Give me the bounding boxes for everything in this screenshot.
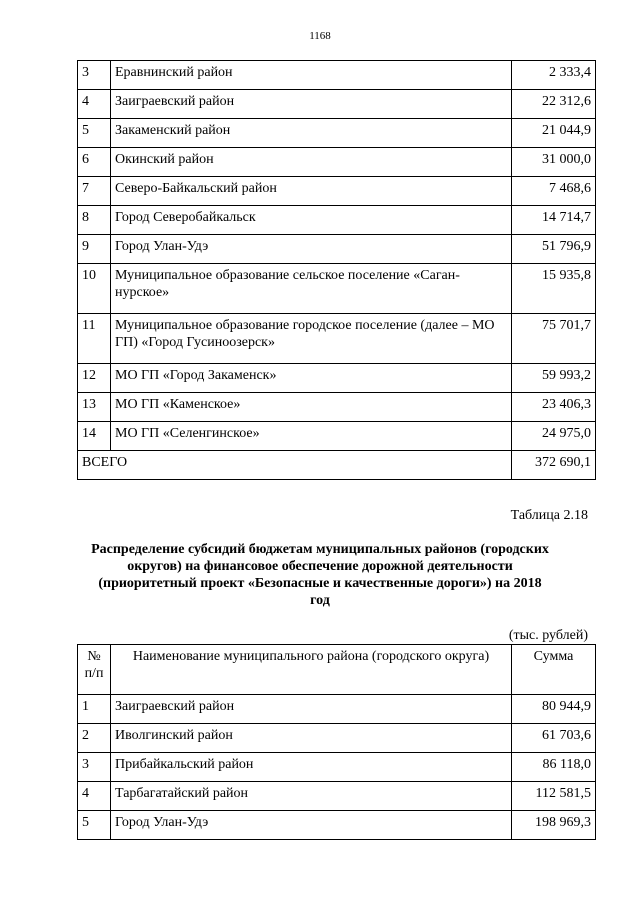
table-row bbox=[78, 393, 596, 422]
row-sum: 21 044,9 bbox=[512, 119, 596, 148]
row-name: Заиграевский район bbox=[111, 90, 512, 119]
table-row bbox=[78, 119, 596, 148]
row-name: Тарбагатайский район bbox=[111, 782, 512, 811]
row-sum: 198 969,3 bbox=[512, 811, 596, 840]
row-sum: 61 703,6 bbox=[512, 724, 596, 753]
row-name: Еравнинский район bbox=[111, 61, 512, 90]
table-header-row bbox=[78, 645, 596, 695]
total-sum: 372 690,1 bbox=[512, 451, 596, 480]
row-sum: 51 796,9 bbox=[512, 235, 596, 264]
table-row bbox=[78, 782, 596, 811]
table-row bbox=[78, 695, 596, 724]
row-sum: 75 701,7 bbox=[512, 314, 596, 364]
page-number: 1168 bbox=[309, 30, 331, 42]
row-name: Прибайкальский район bbox=[111, 753, 512, 782]
total-label: ВСЕГО bbox=[78, 451, 512, 480]
row-number: 5 bbox=[78, 811, 111, 840]
row-number: 8 bbox=[78, 206, 111, 235]
row-number: 14 bbox=[78, 422, 111, 451]
row-sum: 15 935,8 bbox=[512, 264, 596, 314]
total-row bbox=[78, 451, 596, 480]
row-name: Муниципальное образование городское поселение (далее – МО ГП) «Город Гусиноозерск» bbox=[111, 314, 512, 364]
row-number: 5 bbox=[78, 119, 111, 148]
header-sum: Сумма bbox=[512, 645, 596, 695]
table-row bbox=[78, 148, 596, 177]
row-number: 2 bbox=[78, 724, 111, 753]
row-name: Закаменский район bbox=[111, 119, 512, 148]
row-sum: 59 993,2 bbox=[512, 364, 596, 393]
row-number: 4 bbox=[78, 90, 111, 119]
row-sum: 80 944,9 bbox=[512, 695, 596, 724]
row-sum: 22 312,6 bbox=[512, 90, 596, 119]
row-number: 3 bbox=[78, 753, 111, 782]
units-label: (тыс. рублей) bbox=[508, 628, 588, 643]
row-sum: 24 975,0 bbox=[512, 422, 596, 451]
row-sum: 31 000,0 bbox=[512, 148, 596, 177]
row-name: Иволгинский район bbox=[111, 724, 512, 753]
row-name: Заиграевский район bbox=[111, 695, 512, 724]
table-row bbox=[78, 811, 596, 840]
row-number: 7 bbox=[78, 177, 111, 206]
header-number: № п/п bbox=[78, 645, 111, 695]
row-name: Город Улан-Удэ bbox=[111, 235, 512, 264]
row-number: 10 bbox=[78, 264, 111, 314]
table-caption: Таблица 2.18 bbox=[510, 508, 588, 523]
row-sum: 86 118,0 bbox=[512, 753, 596, 782]
row-number: 1 bbox=[78, 695, 111, 724]
table-row bbox=[78, 235, 596, 264]
table-row bbox=[78, 206, 596, 235]
table-row bbox=[78, 753, 596, 782]
table-body bbox=[78, 645, 596, 840]
row-name: Муниципальное образование сельское поселение «Саган-нурское» bbox=[111, 264, 512, 314]
row-name: МО ГП «Город Закаменск» bbox=[111, 364, 512, 393]
table-row bbox=[78, 90, 596, 119]
row-number: 12 bbox=[78, 364, 111, 393]
row-sum: 112 581,5 bbox=[512, 782, 596, 811]
table-row bbox=[78, 61, 596, 90]
row-name: Город Улан-Удэ bbox=[111, 811, 512, 840]
row-name: Окинский район bbox=[111, 148, 512, 177]
row-sum: 23 406,3 bbox=[512, 393, 596, 422]
table-row bbox=[78, 422, 596, 451]
row-number: 9 bbox=[78, 235, 111, 264]
row-sum: 7 468,6 bbox=[512, 177, 596, 206]
row-number: 4 bbox=[78, 782, 111, 811]
subsidy-table-continued bbox=[77, 60, 596, 480]
table-row bbox=[78, 177, 596, 206]
row-number: 11 bbox=[78, 314, 111, 364]
table-row bbox=[78, 264, 596, 314]
table-row bbox=[78, 724, 596, 753]
table-title: Распределение субсидий бюджетам муниципальных районов (городских округов) на финансовое обеспечение дорожной деятельности (приоритетный проект «Безопасные и качественные дороги») на 2018 год bbox=[91, 542, 549, 608]
row-name: Северо-Байкальский район bbox=[111, 177, 512, 206]
row-name: Город Северобайкальск bbox=[111, 206, 512, 235]
header-name: Наименование муниципального района (городского округа) bbox=[111, 645, 512, 695]
table-row bbox=[78, 314, 596, 364]
row-number: 3 bbox=[78, 61, 111, 90]
row-number: 6 bbox=[78, 148, 111, 177]
subsidy-table-2-18 bbox=[77, 644, 596, 840]
row-name: МО ГП «Селенгинское» bbox=[111, 422, 512, 451]
row-sum: 2 333,4 bbox=[512, 61, 596, 90]
row-name: МО ГП «Каменское» bbox=[111, 393, 512, 422]
row-sum: 14 714,7 bbox=[512, 206, 596, 235]
row-number: 13 bbox=[78, 393, 111, 422]
table-row bbox=[78, 364, 596, 393]
table-body bbox=[78, 61, 596, 480]
